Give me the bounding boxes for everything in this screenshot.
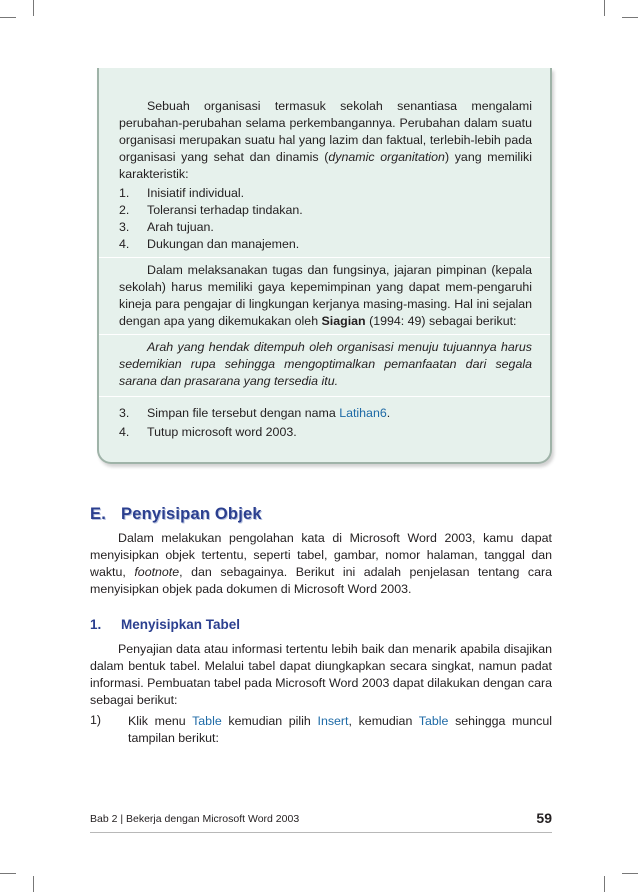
page-number: 59 [536, 810, 552, 826]
crop-mark [622, 873, 638, 874]
divider [99, 396, 550, 397]
crop-mark [0, 873, 16, 874]
list-item: 1. Inisiatif individual. [119, 186, 245, 200]
subsection-title: 1. Menyisipkan Tabel [90, 617, 241, 632]
divider [99, 334, 550, 335]
box-paragraph: Dalam melaksanakan tugas dan fungsinya, jajaran pimpinan (kepala sekolah) harus memiliki gaya kepemimpinan yang dapat mem-pengaruhi kineja para pengajar di lingkungan kerjanya masing-masing. Hal ini sejalan dengan apa yang dikemukakan oleh Siagian (1994: 49) sebagai berikut: [119, 263, 532, 328]
example-box [97, 68, 552, 464]
subsection-paragraph: Penyajian data atau informasi tertentu lebih baik dan menarik apabila disajikan dalam bentuk tabel. Melalui tabel dapat diungkapkan secara singkat, namun padat informasi. Pembuatan tabel pada Microsoft Word 2003 dapat dilakukan dengan cara sebagai berikut: [90, 642, 552, 707]
crop-mark [604, 0, 605, 16]
list-item: 3. Arah tujuan. [119, 220, 214, 234]
characteristics-list [119, 185, 532, 253]
section-title: E. Penyisipan Objek [90, 505, 262, 523]
crop-mark [622, 17, 638, 18]
crop-mark [33, 876, 34, 892]
list-item: 4. Tutup microsoft word 2003. [119, 425, 297, 439]
section-paragraph: Dalam melakukan pengolahan kata di Microsoft Word 2003, kamu dapat menyisipkan objek tertentu, seperti tabel, gambar, nomor halaman, tanggal dan waktu, footnote, dan sebagainya. Berikut ini adalah penjelasan tentang cara menyisipkan objek pada dokumen di Microsoft Word 2003. [90, 531, 552, 596]
box-quote: Arah yang hendak ditempuh oleh organisasi menuju tujuannya harus sedemikian rupa sehingga mengoptimalkan pemanfaatan dari segala sarana dan prasarana yang tersedia itu. [119, 340, 532, 388]
divider [99, 257, 550, 258]
crop-mark [33, 0, 34, 16]
list-item: 3. Simpan file tersebut dengan nama Latihan6. [119, 406, 391, 420]
section-body [90, 530, 552, 598]
box-intro: Sebuah organisasi termasuk sekolah senantiasa mengalami perubahan-perubahan selama perkembangannya. Perubahan dalam suatu organisasi merupakan suatu hal yang lazim dan faktual, terlebih-lebih pada organisasi yang sehat dan dinamis (dynamic organitation) yang memiliki karakteristik: [119, 99, 532, 181]
footer-line [90, 832, 552, 833]
instruction-step: 1) Klik menu Table kemudian pilih Insert, kemudian Table sehingga muncul tampilan berikut: [90, 713, 553, 745]
list-item: 2. Toleransi terhadap tindakan. [119, 203, 303, 217]
steps-list [119, 405, 532, 441]
list-item: 4. Dukungan dan manajemen. [119, 237, 300, 251]
crop-mark [604, 876, 605, 892]
subsection-body [90, 641, 552, 747]
footer-text: Bab 2 | Bekerja dengan Microsoft Word 2003 [90, 813, 300, 825]
crop-mark [0, 17, 16, 18]
